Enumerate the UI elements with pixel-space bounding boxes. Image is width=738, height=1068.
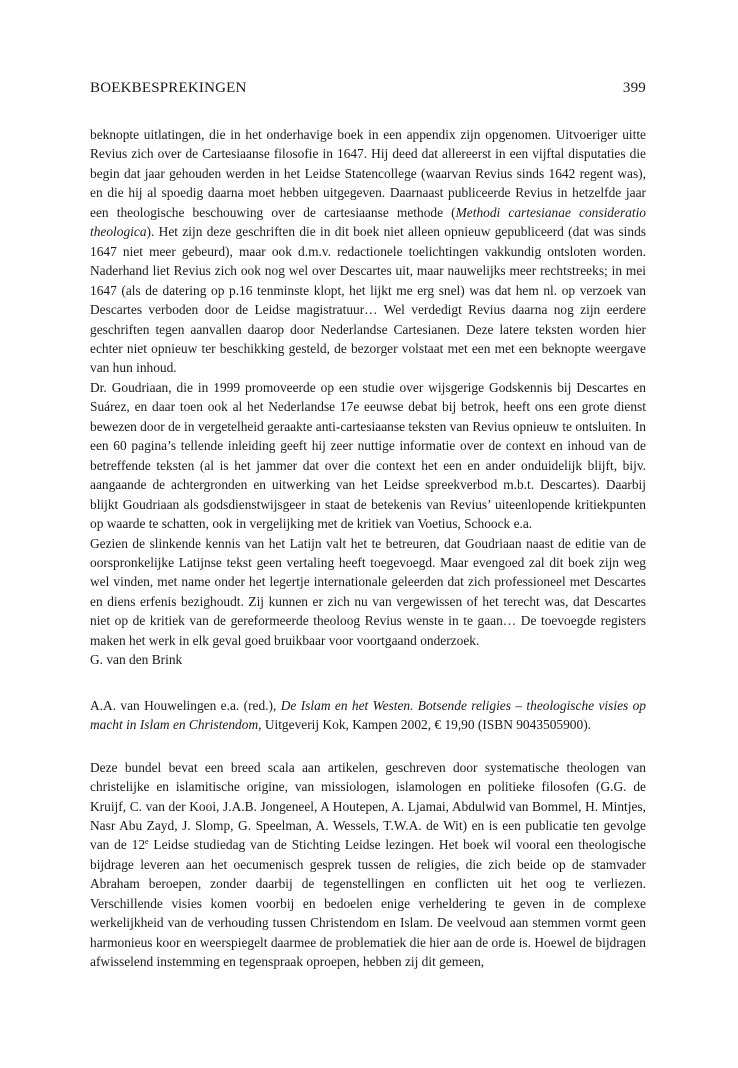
page-body <box>90 125 646 972</box>
section-gap <box>90 735 646 758</box>
review1-paragraph-2: Dr. Goudriaan, die in 1999 promoveerde op een studie over wijsgerige Godskennis bij Descartes en Suárez, en daar toen ook al het Nederlandse 17e eeuwse debat bij betrok, heeft ons een grote dienst bewezen door de in vergetelheid geraakte anti-cartesiaanse teksten van Revius opnieuw te ontsluiten. In een 60 pagina’s tellende inleiding geeft hij zeer nuttige informatie over de context en inhoud van de betreffende teksten (al is het jammer dat over die context het een en ander onduidelijk blijft, bijv. aangaande de achtergronden en uitwerking van het Leidse spreekverbod m.b.t. Descartes). Daarbij blijkt Goudriaan als godsdienstwijsgeer in staat de betekenis van Revius’ uiteenlopende kritiekpunten op waarde te schatten, ook in vergelijking met de kritiek van Voetius, Schoock e.a. <box>90 379 647 532</box>
reviewer-signature: G. van den Brink <box>90 652 183 668</box>
book-title: De Islam en het Westen. Botsende religies – theologische visies op macht in Islam en Christendom <box>90 697 646 733</box>
review1-paragraph-3: Gezien de slinkende kennis van het Latijn valt het te betreuren, dat Goudriaan naast de editie van de oorspronkelijke Latijnse tekst geen vertaling heeft toegevoegd. Maar evengoed zal dit boek zijn weg wel vinden, met name onder het legertje internationale geleerden dat zich professioneel met Descartes en diens erfenis bezighoudt. Zij kunnen er zich nu van vergewissen of het terecht was, dat Descartes niet op de kritiek van de gereformeerde theoloog Revius wenste in te gaan… De toevoegde registers maken het werk in elk geval goed bruikbaar voor voortgaand onderzoek. <box>90 535 646 648</box>
page-number: 399 <box>622 80 646 96</box>
review2-paragraph-1: Deze bundel bevat een breed scala aan artikelen, geschreven door systematische theologen van christelijke en islamitische origine, van missiologen, islamologen en politieke filosofen (G.G. de Kruijf, C. van der Kooi, J.A.B. Jongeneel, A Houtepen, A. Ljamai, Abdulwid van Bommel, H. Mintjes, Nasr Abu Zayd, J. Slomp, G. Speelman, A. Wessels, T.W.A. de Wit) en is een publicatie ten gevolge van de 12e Leidse studiedag van de Stichting Leidse lezingen. Het boek wil vooral een theologische bijdrage leveren aan het oecumenisch gesprek tussen de religies, die zich beide op de stamvader Abraham beroepen, zonder daarbij de tegenstellingen en conflicten uit het oog te verliezen. Verschillende visies komen voorbij en bedoelen enige verheldering te geven in de complexe werkelijkheid van de verhouding tussen Christendom en Islam. De veelvoud aan stemmen vormt geen harmonieus koor en weerspiegelt daarmee de problematiek die hier aan de orde is. Hoewel de bijdragen afwisselend instemming en tegenspraak oproepen, hebben zij dit gemeen, <box>90 759 646 970</box>
review1-paragraph-1: beknopte uitlatingen, die in het onderhavige boek in een appendix zijn opgenomen. Uitvoeriger uitte Revius zich over de Cartesiaanse filosofie in 1647. Hij deed dat allereerst in een vijftal disputaties die begin dat jaar gehouden werden in het Leidse Statencollege (waarvan Revius sinds 1642 regent was), en die hij al spoedig daarna moet hebben uitgegeven. Daarnaast publiceerde Revius in hetzelfde jaar een theologische beschouwing over de cartesiaanse methode (Methodi cartesianae consideratio theologica). Het zijn deze geschriften die in dit boek niet alleen opnieuw gepubliceerd (dat was sinds 1647 niet meer gebeurd), maar ook d.m.v. redactionele toelichtingen vakkundig ontsloten worden. Naderhand liet Revius zich ook nog wel over Descartes uit, maar nauwelijks meer rechtstreeks; in mei 1647 (als de datering op p.16 tenminste klopt, het lijkt me erg snel) was dat hem nl. op verzoek van Descartes verboden door de Leidse magistratuur… Wel verdedigt Revius daarna nog zijn eerdere geschriften tegen aanvallen daarop door Nederlandse Cartesianen. Deze latere teksten worden hier echter niet opnieuw ter beschikking gesteld, de bezorger volstaat met een met een beknopte weergave van hun inhoud. <box>90 127 646 376</box>
section-title: BOEKBESPREKINGEN <box>90 80 247 96</box>
section-gap <box>90 670 646 696</box>
running-header <box>90 80 646 100</box>
latin-title: Methodi cartesianae consideratio theologica <box>90 204 646 240</box>
book-reference: A.A. van Houwelingen e.a. (red.), De Islam en het Westen. Botsende religies – theologische visies op macht in Islam en Christendom, Uitgeverij Kok, Kampen 2002, € 19,90 (ISBN 9043505900). <box>90 697 646 733</box>
